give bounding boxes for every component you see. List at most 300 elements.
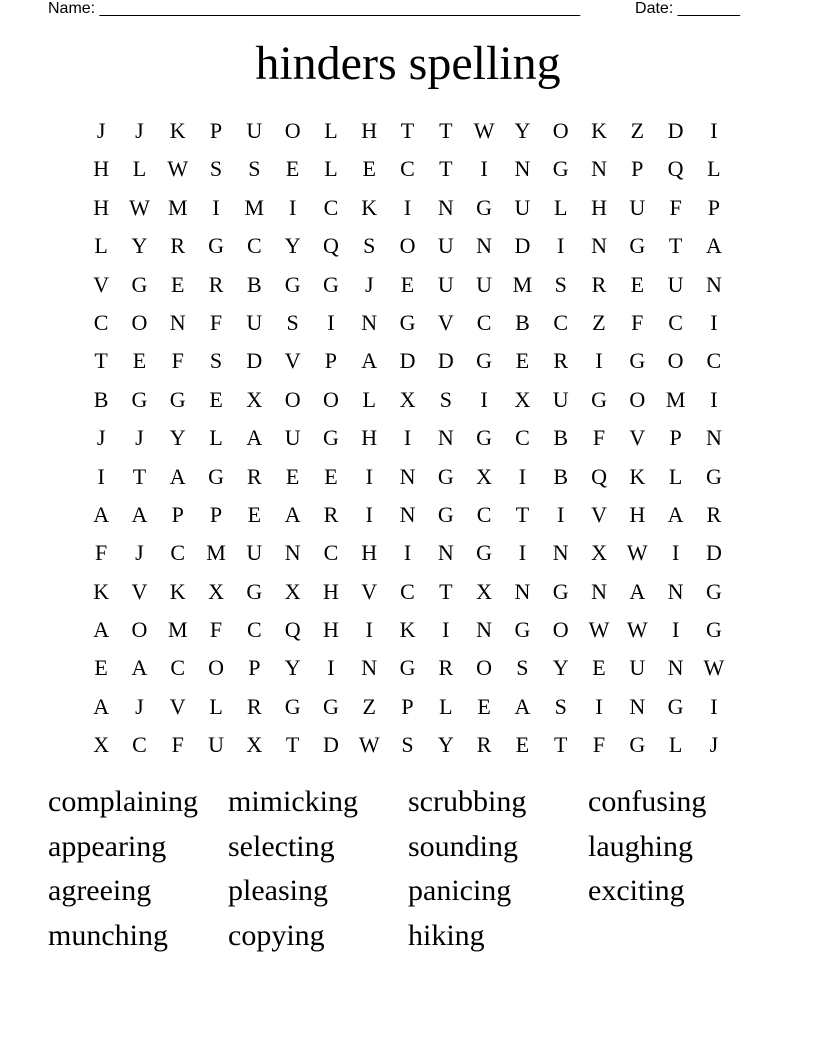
grid-letter[interactable]: G	[476, 425, 493, 451]
grid-letter[interactable]: C	[553, 309, 569, 335]
grid-letter[interactable]: C	[476, 309, 492, 335]
grid-letter[interactable]: P	[209, 501, 223, 527]
grid-letter[interactable]: H	[361, 118, 378, 143]
grid-letter[interactable]: U	[667, 271, 684, 297]
grid-letter[interactable]: O	[552, 617, 569, 643]
grid-letter[interactable]: I	[403, 425, 412, 451]
word-list-item: hiking	[408, 918, 485, 952]
grid-letter[interactable]: N	[629, 693, 646, 719]
grid-letter[interactable]: N	[552, 540, 569, 566]
grid-letter[interactable]: F	[669, 194, 682, 220]
grid-letter[interactable]: T	[94, 348, 108, 374]
grid-letter[interactable]: V	[131, 578, 148, 604]
grid-letter[interactable]: I	[595, 348, 603, 374]
grid-letter[interactable]: G	[322, 271, 339, 297]
grid-letter[interactable]: V	[169, 693, 186, 719]
grid-letter[interactable]: I	[480, 156, 488, 182]
grid-letter[interactable]: N	[705, 271, 722, 297]
grid-letter[interactable]: T	[400, 118, 415, 143]
grid-letter[interactable]: A	[629, 578, 646, 604]
grid-letter[interactable]: M	[665, 386, 686, 412]
grid-letter[interactable]: G	[476, 194, 493, 220]
grid-letter[interactable]: N	[591, 233, 607, 259]
grid-letter[interactable]: U	[284, 425, 301, 451]
grid-letter[interactable]: E	[94, 655, 108, 681]
grid-letter[interactable]: L	[707, 156, 721, 182]
grid-letter[interactable]: N	[437, 194, 454, 220]
grid-letter[interactable]: P	[669, 425, 682, 451]
word-list-item: laughing	[588, 829, 693, 863]
grid-letter[interactable]: Z	[630, 118, 645, 143]
grid-letter[interactable]: L	[324, 156, 338, 182]
grid-letter[interactable]: N	[591, 156, 607, 182]
grid-letter[interactable]: U	[476, 271, 493, 297]
grid-letter[interactable]: E	[592, 655, 606, 681]
grid-letter[interactable]: I	[288, 194, 297, 220]
grid-letter[interactable]: L	[209, 425, 223, 451]
header-row	[48, 0, 740, 20]
grid-letter[interactable]: K	[93, 578, 110, 604]
grid-letter[interactable]: W	[588, 617, 610, 643]
grid-letter[interactable]: R	[246, 463, 262, 489]
grid-letter[interactable]: U	[208, 732, 224, 758]
grid-letter[interactable]: G	[437, 463, 454, 489]
grid-letter[interactable]: G	[629, 233, 646, 259]
grid-letter[interactable]: X	[93, 732, 110, 758]
grid-letter[interactable]: W	[129, 194, 150, 220]
grid-letter[interactable]: F	[209, 617, 223, 643]
grid-letter[interactable]: J	[96, 118, 106, 143]
grid-letter[interactable]: P	[324, 348, 338, 374]
grid-letter[interactable]: E	[630, 271, 645, 297]
grid-letter[interactable]: O	[208, 655, 224, 681]
grid-letter[interactable]: E	[515, 732, 530, 758]
date-field-label[interactable]: Date: _______	[635, 0, 740, 17]
grid-letter[interactable]: K	[629, 463, 646, 489]
grid-letter[interactable]: M	[206, 540, 226, 566]
grid-letter[interactable]: E	[247, 501, 262, 527]
grid-letter[interactable]: S	[516, 655, 529, 681]
grid-letter[interactable]: O	[399, 233, 416, 259]
grid-letter[interactable]: H	[322, 617, 339, 643]
grid-letter[interactable]: F	[95, 540, 108, 566]
grid-letter[interactable]: D	[667, 118, 684, 143]
grid-letter[interactable]: C	[668, 309, 683, 335]
grid-letter[interactable]: L	[439, 693, 453, 719]
grid-letter[interactable]: B	[553, 425, 569, 451]
grid-letter[interactable]: S	[209, 156, 223, 182]
grid-letter[interactable]: G	[629, 732, 646, 758]
grid-letter[interactable]: U	[514, 194, 531, 220]
grid-letter[interactable]: M	[167, 194, 188, 220]
grid-letter[interactable]: G	[399, 655, 416, 681]
grid-letter[interactable]: N	[361, 309, 378, 335]
grid-letter[interactable]: U	[552, 386, 569, 412]
grid-letter[interactable]: O	[131, 617, 148, 643]
grid-letter[interactable]: T	[285, 732, 300, 758]
grid-letter[interactable]: L	[132, 156, 147, 182]
grid-letter[interactable]: K	[169, 578, 186, 604]
grid-letter[interactable]: C	[400, 156, 415, 182]
grid-letter[interactable]: Q	[667, 156, 684, 182]
grid-letter[interactable]: R	[170, 233, 186, 259]
grid-letter[interactable]: Q	[322, 233, 339, 259]
grid-letter[interactable]: X	[246, 386, 263, 412]
grid-letter[interactable]: X	[514, 386, 531, 412]
grid-letter[interactable]: E	[285, 156, 300, 182]
grid-letter[interactable]: D	[399, 348, 416, 374]
grid-letter[interactable]: H	[361, 540, 378, 566]
grid-letter[interactable]: I	[480, 386, 488, 412]
grid-letter[interactable]: Y	[284, 655, 301, 681]
grid-letter[interactable]: F	[592, 732, 606, 758]
grid-letter[interactable]: X	[284, 578, 301, 604]
grid-letter[interactable]: G	[552, 156, 569, 182]
letter-grid	[82, 112, 733, 765]
grid-letter[interactable]: U	[246, 540, 263, 566]
grid-letter[interactable]: O	[284, 386, 301, 412]
grid-letter[interactable]: C	[93, 309, 109, 335]
grid-letter[interactable]: J	[135, 540, 144, 566]
grid-letter[interactable]: Q	[591, 463, 607, 489]
grid-letter[interactable]: I	[671, 540, 680, 566]
grid-letter[interactable]: S	[248, 156, 261, 182]
grid-letter[interactable]: P	[248, 655, 261, 681]
grid-letter[interactable]: B	[515, 309, 530, 335]
grid-letter[interactable]: O	[131, 309, 148, 335]
grid-letter[interactable]: R	[476, 732, 492, 758]
grid-letter[interactable]: J	[135, 693, 144, 719]
grid-letter[interactable]: T	[439, 156, 453, 182]
grid-letter[interactable]: M	[167, 617, 188, 643]
grid-letter[interactable]: A	[131, 655, 148, 681]
grid-letter[interactable]: T	[439, 578, 453, 604]
grid-letter[interactable]: A	[169, 463, 186, 489]
grid-letter[interactable]: P	[707, 194, 721, 220]
grid-letter[interactable]: K	[361, 194, 378, 220]
grid-letter[interactable]: R	[706, 501, 722, 527]
grid-letter[interactable]: Y	[131, 233, 148, 259]
grid-letter[interactable]: R	[553, 348, 569, 374]
grid-letter[interactable]: N	[437, 540, 454, 566]
grid-letter[interactable]: W	[703, 655, 725, 681]
grid-letter[interactable]: O	[667, 348, 684, 374]
grid-letter[interactable]: D	[514, 233, 531, 259]
grid-letter[interactable]: E	[171, 271, 185, 297]
grid-letter[interactable]: L	[553, 194, 568, 220]
grid-letter[interactable]: F	[171, 348, 184, 374]
grid-letter[interactable]: K	[399, 617, 416, 643]
grid-letter[interactable]: G	[131, 386, 148, 412]
grid-letter[interactable]: I	[595, 693, 603, 719]
grid-letter[interactable]: S	[554, 271, 567, 297]
grid-letter[interactable]: O	[629, 386, 646, 412]
grid-letter[interactable]: I	[403, 194, 412, 220]
grid-letter[interactable]: N	[437, 425, 454, 451]
page-title: hinders spelling	[255, 37, 561, 90]
grid-letter[interactable]: W	[473, 118, 495, 143]
grid-letter[interactable]: G	[131, 271, 148, 297]
grid-letter[interactable]: E	[132, 348, 147, 374]
grid-letter[interactable]: P	[209, 118, 223, 143]
grid-letter[interactable]: G	[514, 617, 531, 643]
grid-letter[interactable]: C	[476, 501, 492, 527]
grid-letter[interactable]: G	[322, 693, 339, 719]
grid-letter[interactable]: U	[437, 233, 454, 259]
grid-letter[interactable]: C	[323, 540, 339, 566]
grid-letter[interactable]: B	[246, 271, 262, 297]
grid-letter[interactable]: G	[284, 693, 301, 719]
grid-letter[interactable]: J	[135, 425, 144, 451]
grid-letter[interactable]: V	[361, 578, 378, 604]
grid-letter[interactable]: G	[322, 425, 339, 451]
grid-letter[interactable]: K	[169, 118, 186, 143]
grid-letter[interactable]: Y	[552, 655, 569, 681]
grid-letter[interactable]: E	[362, 156, 376, 182]
grid-letter[interactable]: N	[284, 540, 301, 566]
grid-letter[interactable]: I	[212, 194, 220, 220]
grid-letter[interactable]: I	[671, 617, 680, 643]
grid-letter[interactable]: Z	[362, 693, 376, 719]
grid-letter[interactable]: Z	[592, 309, 606, 335]
grid-letter[interactable]: L	[324, 118, 338, 143]
grid-letter[interactable]: I	[557, 501, 565, 527]
grid-letter[interactable]: U	[437, 271, 454, 297]
grid-letter[interactable]: D	[246, 348, 263, 374]
grid-letter[interactable]: I	[365, 501, 373, 527]
grid-letter[interactable]: F	[592, 425, 606, 451]
grid-letter[interactable]: R	[246, 693, 262, 719]
grid-letter[interactable]: Y	[437, 732, 454, 758]
grid-letter[interactable]: E	[285, 463, 300, 489]
grid-letter[interactable]: N	[361, 655, 378, 681]
grid-letter[interactable]: R	[591, 271, 607, 297]
grid-letter[interactable]: U	[246, 309, 263, 335]
grid-letter[interactable]: U	[246, 118, 263, 143]
grid-letter[interactable]: E	[515, 348, 530, 374]
grid-letter[interactable]: I	[518, 540, 527, 566]
grid-letter[interactable]: H	[93, 156, 110, 182]
grid-letter[interactable]: H	[322, 578, 339, 604]
grid-letter[interactable]: I	[327, 309, 335, 335]
grid-letter[interactable]: A	[667, 501, 684, 527]
grid-letter[interactable]: E	[400, 271, 415, 297]
grid-letter[interactable]: G	[284, 271, 301, 297]
grid-letter[interactable]: Y	[169, 425, 186, 451]
grid-letter[interactable]: R	[208, 271, 224, 297]
grid-letter[interactable]: S	[209, 348, 223, 374]
grid-letter[interactable]: A	[93, 693, 110, 719]
grid-letter[interactable]: I	[710, 386, 718, 412]
word-list-item: exciting	[588, 874, 685, 907]
grid-letter[interactable]: J	[709, 732, 719, 758]
grid-letter[interactable]: V	[629, 425, 646, 451]
grid-letter[interactable]: A	[361, 348, 378, 374]
grid-letter[interactable]: N	[667, 578, 684, 604]
grid-letter[interactable]: G	[169, 386, 186, 412]
grid-letter[interactable]: D	[705, 540, 722, 566]
grid-letter[interactable]: C	[246, 233, 262, 259]
grid-letter[interactable]: C	[170, 655, 186, 681]
word-list-item: pleasing	[228, 874, 328, 907]
grid-letter[interactable]: C	[323, 194, 339, 220]
grid-letter[interactable]: B	[553, 463, 569, 489]
grid-letter[interactable]: N	[591, 578, 607, 604]
grid-letter[interactable]: N	[667, 655, 684, 681]
grid-letter[interactable]: G	[705, 463, 722, 489]
grid-letter[interactable]: N	[399, 463, 416, 489]
grid-letter[interactable]: I	[518, 463, 527, 489]
grid-letter[interactable]: G	[705, 617, 722, 643]
word-list-item: complaining	[48, 785, 198, 818]
grid-letter[interactable]: I	[365, 463, 373, 489]
grid-letter[interactable]: A	[514, 693, 531, 719]
grid-letter[interactable]: C	[706, 348, 722, 374]
grid-letter[interactable]: V	[93, 271, 110, 297]
grid-letter[interactable]: J	[96, 425, 106, 451]
grid-letter[interactable]: I	[365, 617, 373, 643]
grid-letter[interactable]: I	[710, 693, 718, 719]
grid-letter[interactable]: P	[171, 501, 184, 527]
grid-letter[interactable]: S	[363, 233, 376, 259]
word-list-item: selecting	[228, 829, 335, 863]
grid-letter[interactable]: L	[209, 693, 223, 719]
grid-letter[interactable]: M	[244, 194, 265, 220]
grid-letter[interactable]: N	[705, 425, 722, 451]
grid-letter[interactable]: T	[668, 233, 683, 259]
grid-letter[interactable]: E	[477, 693, 491, 719]
grid-letter[interactable]: X	[476, 578, 493, 604]
grid-letter[interactable]: H	[93, 194, 110, 220]
grid-letter[interactable]: S	[401, 732, 414, 758]
grid-letter[interactable]: I	[557, 233, 565, 259]
grid-letter[interactable]: G	[437, 501, 454, 527]
grid-letter[interactable]: X	[591, 540, 607, 566]
grid-letter[interactable]: T	[439, 118, 453, 143]
grid-letter[interactable]: X	[399, 386, 416, 412]
grid-letter[interactable]: G	[208, 463, 224, 489]
grid-letter[interactable]: Q	[284, 617, 301, 643]
grid-letter[interactable]: T	[515, 501, 530, 527]
grid-letter[interactable]: H	[591, 194, 607, 220]
grid-letter[interactable]: F	[209, 309, 223, 335]
grid-letter[interactable]: K	[591, 118, 607, 143]
grid-letter[interactable]: G	[705, 578, 722, 604]
grid-letter[interactable]: A	[284, 501, 301, 527]
grid-letter[interactable]: N	[514, 578, 531, 604]
grid-letter[interactable]: T	[132, 463, 147, 489]
grid-letter[interactable]: R	[323, 501, 339, 527]
grid-letter[interactable]: E	[324, 463, 338, 489]
grid-letter[interactable]: A	[93, 501, 110, 527]
grid-letter[interactable]: N	[476, 233, 493, 259]
grid-letter[interactable]: G	[208, 233, 224, 259]
grid-letter[interactable]: G	[246, 578, 263, 604]
grid-letter[interactable]: H	[629, 501, 646, 527]
grid-letter[interactable]: G	[667, 693, 684, 719]
grid-letter[interactable]: V	[437, 309, 454, 335]
grid-letter[interactable]: A	[131, 501, 148, 527]
grid-letter[interactable]: O	[284, 118, 301, 143]
grid-letter[interactable]: C	[246, 617, 262, 643]
grid-letter[interactable]: H	[361, 425, 378, 451]
grid-letter[interactable]: I	[710, 118, 718, 143]
grid-letter[interactable]: P	[401, 693, 414, 719]
grid-letter[interactable]: F	[171, 732, 184, 758]
grid-letter[interactable]: O	[476, 655, 493, 681]
grid-letter[interactable]: G	[476, 540, 493, 566]
grid-letter[interactable]: O	[552, 118, 569, 143]
grid-letter[interactable]: A	[705, 233, 722, 259]
grid-letter[interactable]: W	[626, 540, 648, 566]
grid-letter[interactable]: G	[552, 578, 569, 604]
grid-letter[interactable]: X	[208, 578, 224, 604]
grid-letter[interactable]: P	[631, 156, 644, 182]
grid-letter[interactable]: M	[512, 271, 533, 297]
grid-letter[interactable]: V	[591, 501, 607, 527]
grid-letter[interactable]: L	[668, 463, 683, 489]
grid-letter[interactable]: U	[629, 194, 646, 220]
grid-letter[interactable]: G	[591, 386, 607, 412]
grid-letter[interactable]: Y	[514, 118, 531, 143]
grid-letter[interactable]: G	[399, 309, 416, 335]
grid-letter[interactable]: R	[438, 655, 454, 681]
grid-letter[interactable]: D	[437, 348, 454, 374]
grid-letter[interactable]: N	[514, 156, 531, 182]
grid-letter[interactable]: O	[322, 386, 339, 412]
grid-letter[interactable]: X	[476, 463, 493, 489]
grid-letter[interactable]: F	[631, 309, 644, 335]
grid-letter[interactable]: N	[399, 501, 416, 527]
grid-letter[interactable]: S	[286, 309, 299, 335]
grid-letter[interactable]: L	[362, 386, 376, 412]
grid-letter[interactable]: G	[476, 348, 493, 374]
grid-letter[interactable]: W	[167, 156, 189, 182]
grid-letter[interactable]: S	[439, 386, 452, 412]
grid-letter[interactable]: I	[710, 309, 718, 335]
grid-letter[interactable]: X	[246, 732, 263, 758]
grid-letter[interactable]: N	[476, 617, 493, 643]
grid-letter[interactable]: L	[668, 732, 683, 758]
grid-letter[interactable]: N	[169, 309, 186, 335]
name-field-label[interactable]: Name: ______________________________________________________	[48, 0, 581, 17]
grid-letter[interactable]: G	[629, 348, 646, 374]
grid-letter[interactable]: V	[284, 348, 301, 374]
grid-letter[interactable]: Y	[284, 233, 301, 259]
grid-letter[interactable]: E	[209, 386, 223, 412]
grid-letter[interactable]: A	[246, 425, 263, 451]
grid-letter[interactable]: B	[93, 386, 109, 412]
grid-letter[interactable]: C	[132, 732, 147, 758]
grid-letter[interactable]: I	[403, 540, 412, 566]
grid-letter[interactable]: C	[400, 578, 415, 604]
grid-letter[interactable]: I	[442, 617, 450, 643]
grid-letter[interactable]: W	[626, 617, 648, 643]
grid-letter[interactable]: J	[364, 271, 374, 297]
grid-letter[interactable]: J	[135, 118, 144, 143]
grid-letter[interactable]: A	[93, 617, 110, 643]
grid-letter[interactable]: I	[327, 655, 335, 681]
grid-letter[interactable]: L	[94, 233, 108, 259]
grid-letter[interactable]: D	[322, 732, 339, 758]
grid-letter[interactable]: T	[553, 732, 568, 758]
grid-letter[interactable]: U	[629, 655, 646, 681]
grid-letter[interactable]: C	[170, 540, 186, 566]
grid-letter[interactable]: S	[554, 693, 567, 719]
grid-letter[interactable]: C	[515, 425, 530, 451]
grid-letter[interactable]: I	[97, 463, 105, 489]
grid-letter[interactable]: W	[358, 732, 380, 758]
